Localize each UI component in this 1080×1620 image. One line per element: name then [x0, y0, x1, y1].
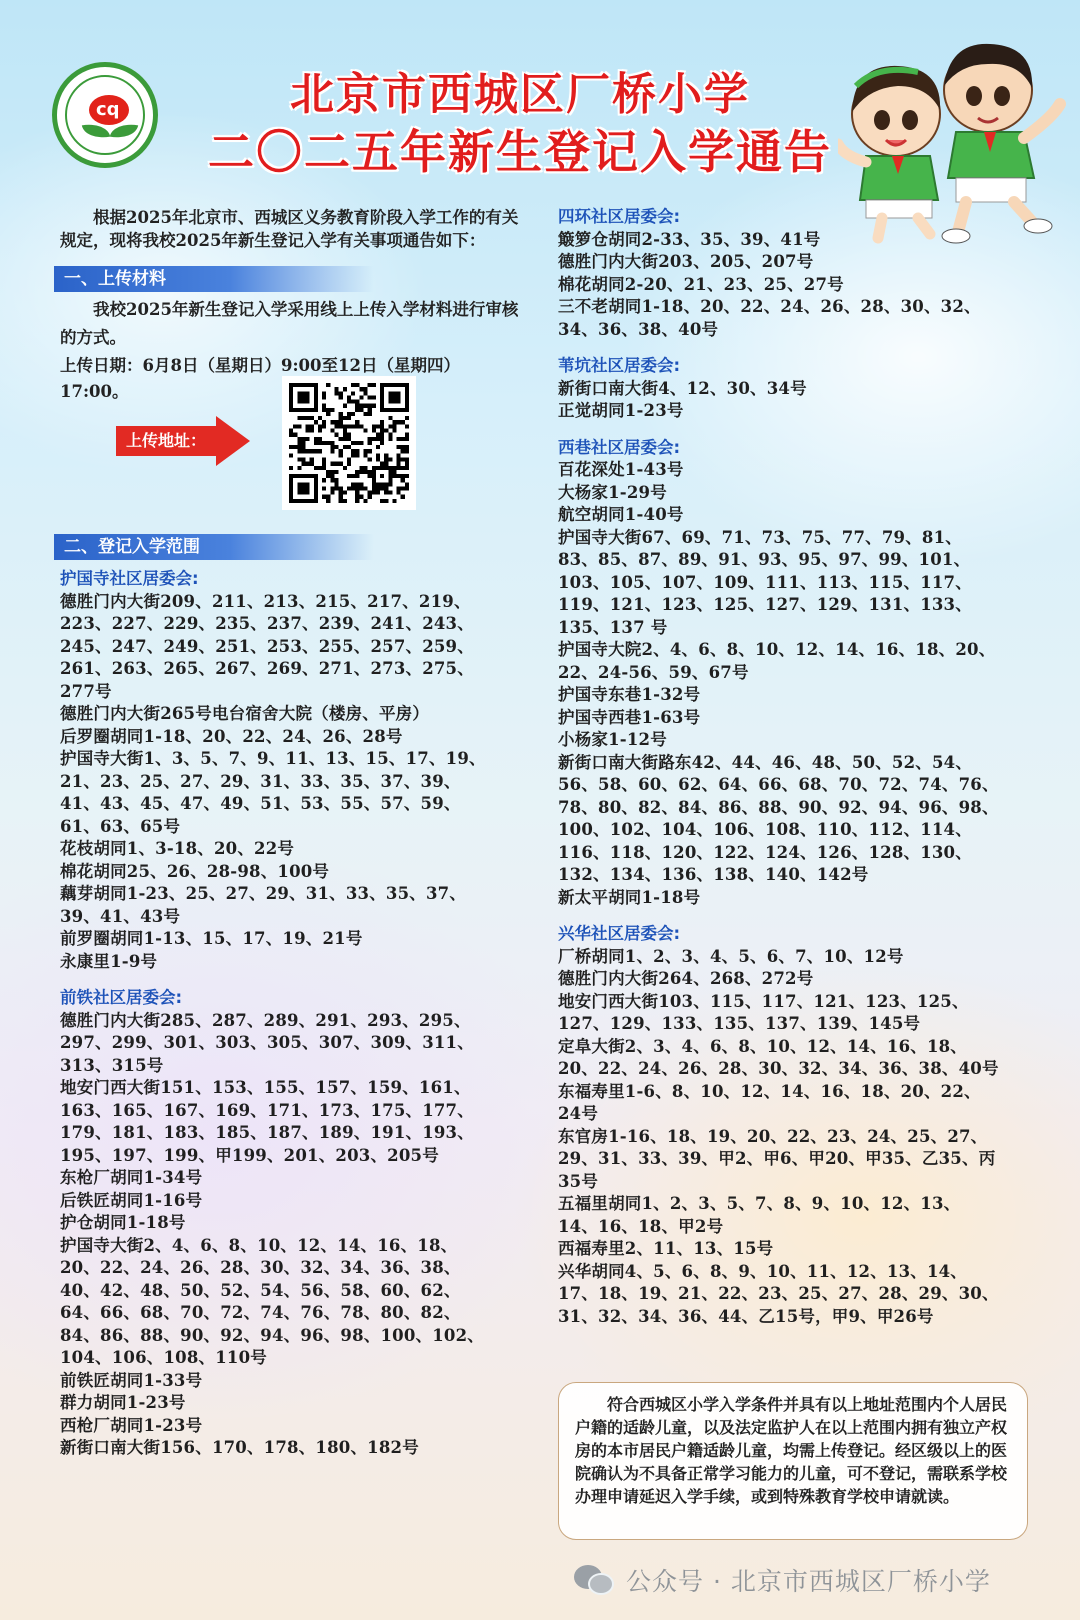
address-line: 34、36、38、40号 — [558, 319, 719, 339]
address-line: 56、58、60、62、64、66、68、70、72、74、76、 — [558, 775, 999, 794]
address-line: 德胜门内大街203、205、207号 — [558, 252, 814, 271]
section-upload-heading: 一、上传材料 — [54, 266, 374, 292]
upload-address-label: 上传地址： — [126, 431, 207, 450]
address-line: 东官房1-16、18、19、20、22、23、24、25、27、 — [558, 1126, 988, 1146]
address-line: 163、165、167、169、171、173、175、177、 — [60, 1100, 474, 1120]
address-line: 地安门西大街151、153、155、157、159、161、 — [60, 1078, 471, 1097]
address-line: 245、247、249、251、253、255、257、259、 — [60, 636, 474, 656]
address-line: 127、129、133、135、137、139、145号 — [558, 1014, 921, 1033]
address-line: 德胜门内大街264、268、272号 — [558, 969, 814, 988]
address-line: 厂桥胡同1、2、3、4、5、6、7、10、12号 — [558, 946, 904, 966]
address-line: 定阜大街2、3、4、6、8、10、12、14、16、18、 — [558, 1036, 968, 1056]
community-group — [558, 437, 1028, 910]
address-line: 135、137 号 — [558, 617, 668, 637]
address-line: 西枪厂胡同1-23号 — [60, 1415, 203, 1435]
address-line: 14、16、18、甲2号 — [558, 1216, 724, 1236]
qr-code-icon — [289, 383, 409, 503]
address-line: 20、22、24、26、28、30、32、34、36、38、 — [60, 1258, 461, 1277]
community-group — [558, 355, 1028, 423]
address-line: 39、41、43号 — [60, 906, 181, 926]
address-line: 花枝胡同1、3-18、20、22号 — [60, 839, 295, 858]
address-line: 三不老胡同1-18、20、22、24、26、28、30、32、 — [558, 297, 981, 316]
page-subtitle: 二〇二五年新生登记入学通告 — [208, 125, 832, 179]
upload-date-line: 上传日期：6月8日（星期日）9:00至12日（星期四） — [60, 356, 460, 375]
address-line: 新街口南大街路东42、44、46、48、50、52、54、 — [558, 752, 973, 772]
address-line: 大杨家1-29号 — [558, 482, 667, 502]
address-line: 小杨家1-12号 — [558, 730, 667, 749]
address-line: 棉花胡同2-20、21、23、25、27号 — [558, 274, 844, 294]
address-line: 61、63、65号 — [60, 816, 181, 836]
notice-text: 符合西城区小学入学条件并具有以上地址范围内个人居民户籍的适龄儿童，以及法定监护人在以上范围内拥有独立产权房的本市居民户籍适龄儿童，均需上传登记。经区级以上的医院确认为不具备正常学习能力的儿童，可不登记，需联系学校办理申请延迟入学手续，或到特殊教育学校申请就读。 — [575, 1395, 1008, 1506]
address-line: 83、85、87、89、91、93、95、97、99、101、 — [558, 550, 971, 569]
footer-watermark — [574, 1560, 991, 1600]
school-logo: cq — [52, 62, 158, 168]
address-line: 100、102、104、106、108、110、112、114、 — [558, 820, 972, 839]
address-line: 前罗圈胡同1-13、15、17、19、21号 — [60, 929, 363, 948]
address-line: 195、197、199、甲199、201、203、205号 — [60, 1145, 439, 1165]
community-group — [60, 987, 520, 1460]
address-line: 护国寺大院2、4、6、8、10、12、14、16、18、20、 — [558, 640, 996, 659]
address-line: 护国寺东巷1-32号 — [558, 685, 701, 704]
community-title: 前铁社区居委会: — [60, 988, 183, 1007]
community-group — [558, 923, 1028, 1328]
address-line: 前铁匠胡同1-33号 — [60, 1370, 203, 1390]
address-line: 护国寺西巷1-63号 — [558, 707, 701, 727]
address-line: 22、24-56、59、67号 — [558, 662, 749, 682]
address-line: 后铁匠胡同1-16号 — [60, 1190, 203, 1210]
left-column — [60, 206, 520, 1474]
address-line: 护国寺大街67、69、71、73、75、77、79、81、 — [558, 527, 962, 547]
wechat-icon — [574, 1563, 618, 1597]
section-scope-heading: 二、登记入学范围 — [54, 534, 374, 560]
address-line: 21、23、25、27、29、31、33、35、37、39、 — [60, 771, 461, 791]
address-line: 119、121、123、125、127、129、131、133、 — [558, 595, 972, 614]
address-line: 277号 — [60, 681, 112, 701]
header — [0, 0, 1080, 200]
address-line: 百花深处1-43号 — [558, 460, 684, 479]
address-line: 104、106、108、110号 — [60, 1348, 267, 1367]
address-line: 藕芽胡同1-23、25、27、29、31、33、35、37、 — [60, 884, 467, 903]
address-line: 德胜门内大街285、287、289、291、293、295、 — [60, 1010, 471, 1030]
address-line: 簸箩仓胡同2-33、35、39、41号 — [558, 229, 821, 249]
address-line: 261、263、265、267、269、271、273、275、 — [60, 659, 474, 678]
address-line: 兴华胡同4、5、6、8、9、10、11、12、13、14、 — [558, 1261, 968, 1281]
address-line: 护国寺大街2、4、6、8、10、12、14、16、18、 — [60, 1235, 458, 1255]
community-title: 西巷社区居委会: — [558, 437, 681, 457]
page-title: 北京市西城区厂桥小学 — [290, 69, 750, 120]
footer-account-name: 公众号 · 北京市西城区厂桥小学 — [626, 1567, 991, 1596]
address-line: 德胜门内大街265号电台宿舍大院（楼房、平房） — [60, 704, 430, 723]
address-line: 223、227、229、235、237、239、241、243、 — [60, 614, 474, 633]
notice-box — [558, 1382, 1028, 1540]
address-line: 西福寿里2、11、13、15号 — [558, 1239, 774, 1258]
address-line: 永康里1-9号 — [60, 951, 158, 971]
address-line: 179、181、183、185、187、189、191、193、 — [60, 1123, 474, 1142]
address-line: 护仓胡同1-18号 — [60, 1213, 186, 1232]
address-line: 正觉胡同1-23号 — [558, 401, 684, 420]
address-line: 84、86、88、90、92、94、96、98、100、102、 — [60, 1325, 484, 1345]
address-line: 后罗圈胡同1-18、20、22、24、26、28号 — [60, 726, 403, 746]
address-line: 40、42、48、50、52、54、56、58、60、62、 — [60, 1280, 461, 1300]
address-line: 297、299、301、303、305、307、309、311、 — [60, 1033, 474, 1052]
upload-date-time: 17:00。 — [60, 382, 129, 401]
address-line: 132、134、136、138、140、142号 — [558, 865, 869, 884]
address-line: 313、315号 — [60, 1055, 164, 1075]
address-line: 新街口南大街156、170、178、180、182号 — [60, 1438, 419, 1457]
upload-method-text: 我校2025年新生登记入学采用线上上传入学材料进行审核的方式。 — [60, 300, 519, 347]
address-line: 20、22、24、26、28、30、32、34、36、38、40号 — [558, 1059, 999, 1078]
address-line: 41、43、45、47、49、51、53、55、57、59、 — [60, 794, 461, 813]
address-line: 航空胡同1-40号 — [558, 505, 684, 524]
community-title: 四环社区居委会: — [558, 207, 681, 226]
address-line: 24号 — [558, 1104, 599, 1123]
address-line: 31、32、34、36、44、乙15号，甲9、甲26号 — [558, 1306, 934, 1326]
left-address-groups — [60, 568, 520, 1460]
community-group — [558, 206, 1028, 341]
community-title: 护国寺社区居委会: — [60, 569, 199, 588]
address-line: 35号 — [558, 1171, 599, 1191]
address-line: 103、105、107、109、111、113、115、117、 — [558, 572, 972, 592]
address-line: 地安门西大街103、115、117、121、123、125、 — [558, 991, 969, 1011]
right-address-groups — [558, 206, 1028, 1328]
address-line: 德胜门内大街209、211、213、215、217、219、 — [60, 591, 471, 611]
address-line: 护国寺大街1、3、5、7、9、11、13、15、17、19、 — [60, 749, 486, 768]
upload-address-row — [60, 376, 520, 512]
community-title: 苇坑社区居委会: — [558, 356, 681, 375]
upload-address-arrow — [116, 416, 252, 466]
address-line: 五福里胡同1、2、3、5、7、8、9、10、12、13、 — [558, 1194, 961, 1213]
address-line: 116、118、120、122、124、126、128、130、 — [558, 842, 972, 862]
address-line: 新太平胡同1-18号 — [558, 887, 701, 907]
address-line: 64、66、68、70、72、74、76、78、80、82、 — [60, 1303, 461, 1322]
address-line: 17、18、19、21、22、23、25、27、28、29、30、 — [558, 1284, 999, 1303]
right-column — [558, 206, 1028, 1342]
address-line: 29、31、33、39、甲2、甲6、甲20、甲35、乙35、丙 — [558, 1149, 996, 1168]
intro-paragraph: 根据2025年北京市、西城区义务教育阶段入学工作的有关规定，现将我校2025年新生登记入学有关事项通告如下： — [60, 208, 519, 250]
address-line: 东福寿里1-6、8、10、12、14、16、18、20、22、 — [558, 1081, 981, 1101]
address-line: 东枪厂胡同1-34号 — [60, 1168, 203, 1187]
community-title: 兴华社区居委会: — [558, 924, 681, 943]
address-line: 78、80、82、84、86、88、90、92、94、96、98、 — [558, 797, 999, 817]
community-group — [60, 568, 520, 973]
upload-qr-code[interactable] — [282, 376, 416, 510]
address-line: 新街口南大街4、12、30、34号 — [558, 378, 807, 398]
address-line: 群力胡同1-23号 — [60, 1393, 186, 1412]
address-line: 棉花胡同25、26、28-98、100号 — [60, 861, 330, 881]
